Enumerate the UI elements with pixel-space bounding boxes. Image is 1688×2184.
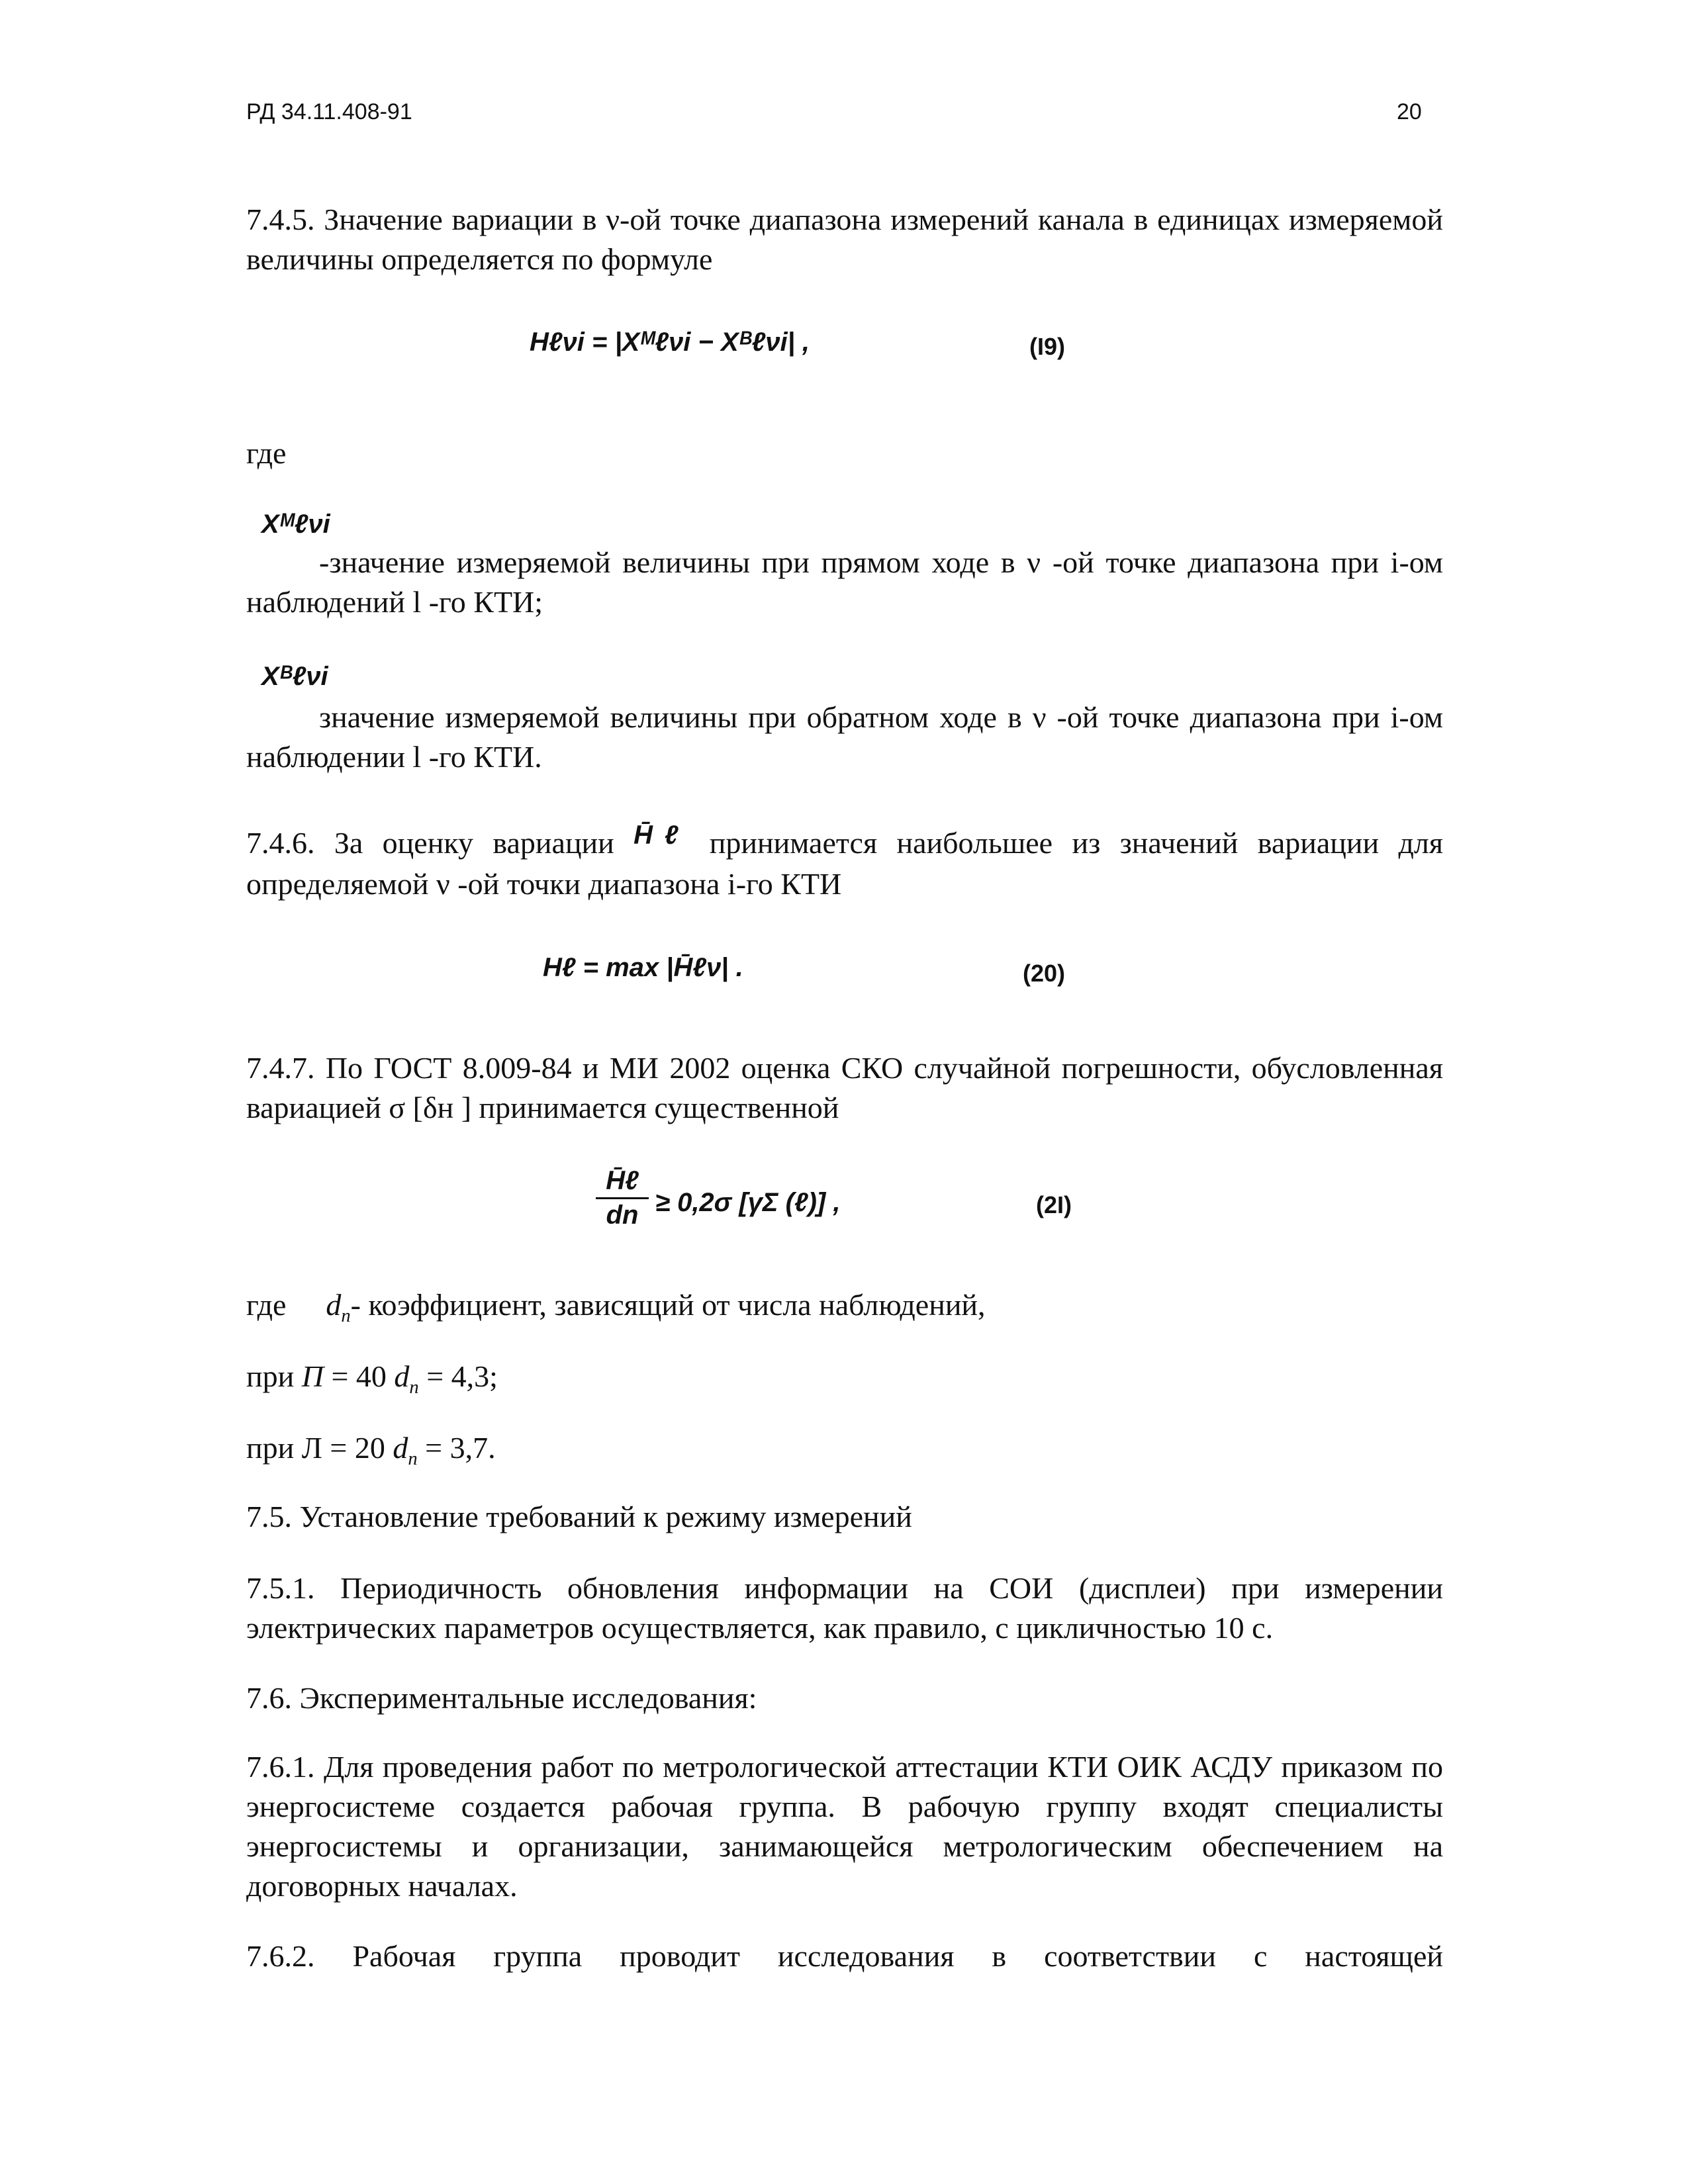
paragraph-7-4-6-after: принимается наибольшее из значений вариации для определяемой ν -ой точки диапазона i-го КТИ [246, 826, 1444, 901]
case1-sub: n [409, 1377, 419, 1398]
case1-mid: = 40 [323, 1359, 395, 1393]
case2-sub: n [408, 1449, 418, 1470]
heading-7-5: 7.5. Установление требований к режиму измерений [246, 1500, 912, 1533]
case-n-20 [246, 1428, 1443, 1479]
formula-21-fraction [596, 1166, 649, 1230]
paragraph-7-4-5: 7.4.5. Значение вариации в ν-ой точке диапазона измерений канала в единицах измеряемой величины определяется по формуле [246, 203, 1443, 276]
case1-sym: d [394, 1359, 410, 1393]
formula-21-denominator: dn [606, 1201, 639, 1230]
case1-post: = 4,3; [418, 1359, 498, 1393]
paragraph-7-4-6-before: 7.4.6. За оценку вариации [246, 826, 634, 860]
equation-number-19: (I9) [1029, 333, 1065, 360]
formula-21-numerator: H̄ℓ [606, 1166, 639, 1195]
symbol-x-forward: Xᴹℓνi [261, 510, 330, 539]
symbol-d: d [326, 1288, 342, 1322]
case1-pre: при [246, 1359, 302, 1393]
case2-sym: d [393, 1431, 408, 1465]
paragraph-7-6-1: 7.6.1. Для проведения работ по метрологической аттестации КТИ ОИК АСДУ приказом по энергосистеме создается рабочая группа. В рабочую группу входят специалисты энергосистемы и организации, занимающейся метрологическим обеспечением на договорных началах. [246, 1750, 1443, 1903]
case2-pre: при Л = 20 [246, 1431, 393, 1465]
definition-x-forward: -значение измеряемой величины при прямом ходе в ν -ой точке диапазона при i-ом наблюдений l -го КТИ; [246, 545, 1443, 619]
paragraph-7-4-6 [246, 823, 1443, 904]
equation-number-21: (2I) [1036, 1191, 1072, 1218]
paragraph-7-6-2: 7.6.2. Рабочая группа проводит исследования в соответствии с настоящей [246, 1939, 1443, 1973]
formula-19: Hℓνi = |Xᴹℓνi − Xᴮℓνi| , [530, 328, 810, 357]
case2-post: = 3,7. [417, 1431, 496, 1465]
heading-7-6: 7.6. Экспериментальные исследования: [246, 1681, 757, 1715]
where-label-2: где [246, 1288, 287, 1322]
document-code: РД 34.11.408-91 [246, 99, 412, 124]
formula-20: Hℓ = max |H̄ℓν| . [543, 953, 743, 982]
dn-definition: - коэффициент, зависящий от числа наблюдений, [350, 1288, 986, 1322]
where-dn-line [246, 1285, 1443, 1336]
paragraph-7-4-7: 7.4.7. По ГОСТ 8.009-84 и МИ 2002 оценка СКО случайной погрешности, обусловленная вариацией σ [δн ] принимается существенной [246, 1051, 1443, 1124]
formula-21-rest: ≥ 0,2σ [γΣ (ℓ)] , [655, 1188, 841, 1217]
case1-var: П [301, 1359, 324, 1393]
where-label: где [246, 436, 287, 470]
definition-x-backward: значение измеряемой величины при обратном ходе в ν -ой точке диапазона при i-ом наблюдении l -го КТИ. [246, 700, 1443, 774]
fraction-bar [596, 1197, 649, 1199]
symbol-d-sub: n [341, 1306, 351, 1327]
symbol-x-backward: Xᴮℓνi [261, 662, 328, 691]
symbol-h-bar-l: H̄ℓ [633, 821, 690, 850]
paragraph-7-5-1: 7.5.1. Периодичность обновления информации на СОИ (дисплеи) при измерении электрических параметров осуществляется, как правило, с цикличностью 10 с. [246, 1571, 1443, 1645]
page-number: 20 [1397, 99, 1422, 124]
equation-number-20: (20) [1023, 960, 1066, 987]
case-n-40 [246, 1357, 1443, 1408]
